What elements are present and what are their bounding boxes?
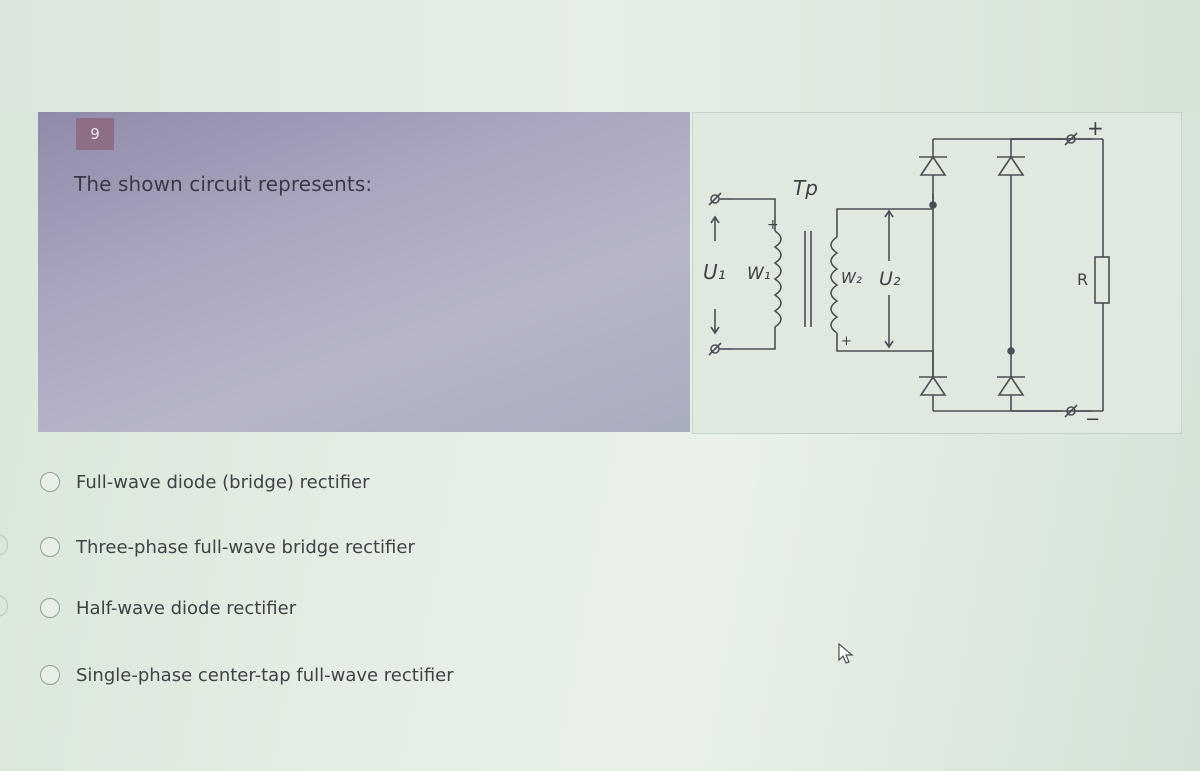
radio-button[interactable] xyxy=(40,537,60,557)
option-label: Half-wave diode rectifier xyxy=(76,597,297,619)
output-plus-sign: + xyxy=(1087,116,1104,140)
output-wiring xyxy=(1011,133,1103,417)
option-label: Full-wave diode (bridge) rectifier xyxy=(76,471,370,493)
answer-option-1[interactable] xyxy=(40,468,370,496)
diode-bottom-left xyxy=(919,377,947,395)
mouse-cursor-icon xyxy=(838,643,854,665)
primary-plus-sign: + xyxy=(767,217,779,233)
primary-voltage-label: U₁ xyxy=(703,260,726,284)
secondary-winding-label: W₂ xyxy=(841,269,862,287)
answer-option-2[interactable] xyxy=(40,533,415,561)
question-text: The shown circuit represents: xyxy=(74,172,373,196)
load-resistor xyxy=(1095,257,1109,303)
output-minus-sign: − xyxy=(1085,409,1101,430)
secondary-coil xyxy=(831,193,933,389)
bridge-nodes xyxy=(930,202,1014,354)
bridge-wiring xyxy=(933,139,1093,411)
secondary-plus-sign: + xyxy=(841,334,852,349)
secondary-voltage-label: U₂ xyxy=(879,268,901,290)
option-label: Single-phase center-tap full-wave rectifier xyxy=(76,664,454,686)
edge-radio-ring xyxy=(0,595,8,617)
diode-bottom-right xyxy=(997,377,1025,395)
primary-winding-label: W₁ xyxy=(747,264,771,284)
answer-option-4[interactable] xyxy=(40,661,454,689)
radio-button[interactable] xyxy=(40,472,60,492)
radio-button[interactable] xyxy=(40,598,60,618)
answer-option-3[interactable] xyxy=(40,594,296,622)
question-number: 9 xyxy=(90,125,100,143)
circuit-schematic xyxy=(693,113,1183,435)
question-panel xyxy=(38,112,690,432)
question-number-badge xyxy=(76,118,114,150)
radio-button[interactable] xyxy=(40,665,60,685)
transformer-label: Tp xyxy=(793,176,818,200)
browser-background xyxy=(0,0,1200,112)
edge-radio-ring xyxy=(0,534,8,556)
transformer-core xyxy=(805,231,811,327)
circuit-diagram xyxy=(692,112,1182,434)
diode-top-left xyxy=(919,157,947,175)
load-label: R xyxy=(1077,270,1089,289)
diode-top-right xyxy=(997,157,1025,175)
option-label: Three-phase full-wave bridge rectifier xyxy=(76,536,415,558)
